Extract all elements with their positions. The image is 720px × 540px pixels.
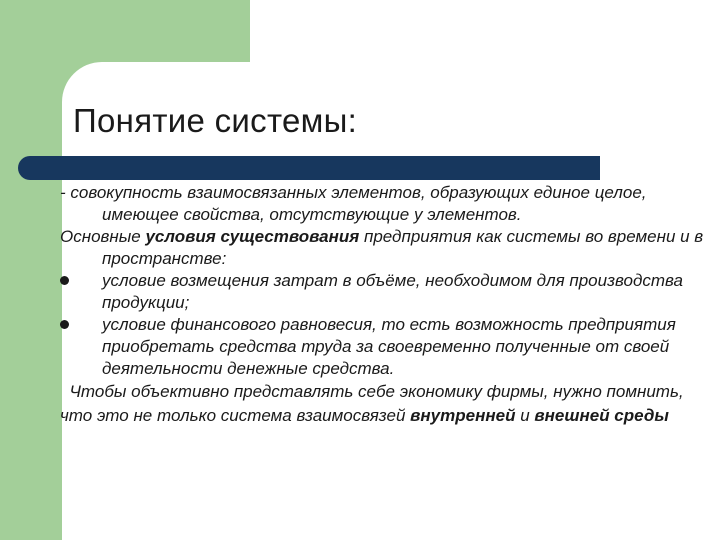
conclusion-middle: и <box>515 406 535 425</box>
list-item <box>60 314 708 380</box>
slide-title: Понятие системы: <box>73 102 358 139</box>
bullet-dot-icon <box>60 320 69 329</box>
title-underline-bar <box>18 156 600 180</box>
conditions-suffix: предприятия как системы во времени и в пространстве: <box>102 227 704 268</box>
definition-paragraph: - совокупность взаимосвязанных элементов, образующих единое целое, имеющее свойства, отсутствующие у элементов. <box>60 183 647 224</box>
conditions-intro <box>60 226 708 270</box>
conclusion-text: Чтобы объективно представлять себе экономику фирмы, нужно помнить, что это не только система взаимосвязей <box>60 382 689 425</box>
list-item <box>60 270 708 314</box>
decor-green-top-band <box>0 0 250 62</box>
bullet-text: условие возмещения затрат в объёме, необходимом для производства продукции; <box>102 271 683 312</box>
bullet-text: условие финансового равновесия, то есть возможность предприятия приобретать средства труда за своевременно полученные от своей деятельности денежные средства. <box>102 315 676 378</box>
bullet-dot-icon <box>60 276 69 285</box>
conditions-prefix: Основные <box>60 227 146 246</box>
conclusion-bold-external: внешней среды <box>534 406 669 425</box>
slide-body <box>60 182 708 428</box>
conclusion-paragraph <box>60 380 708 428</box>
decor-green-left-band <box>0 0 62 540</box>
conditions-bold-phrase: условия существования <box>145 227 360 246</box>
conclusion-bold-internal: внутренней <box>410 406 516 425</box>
